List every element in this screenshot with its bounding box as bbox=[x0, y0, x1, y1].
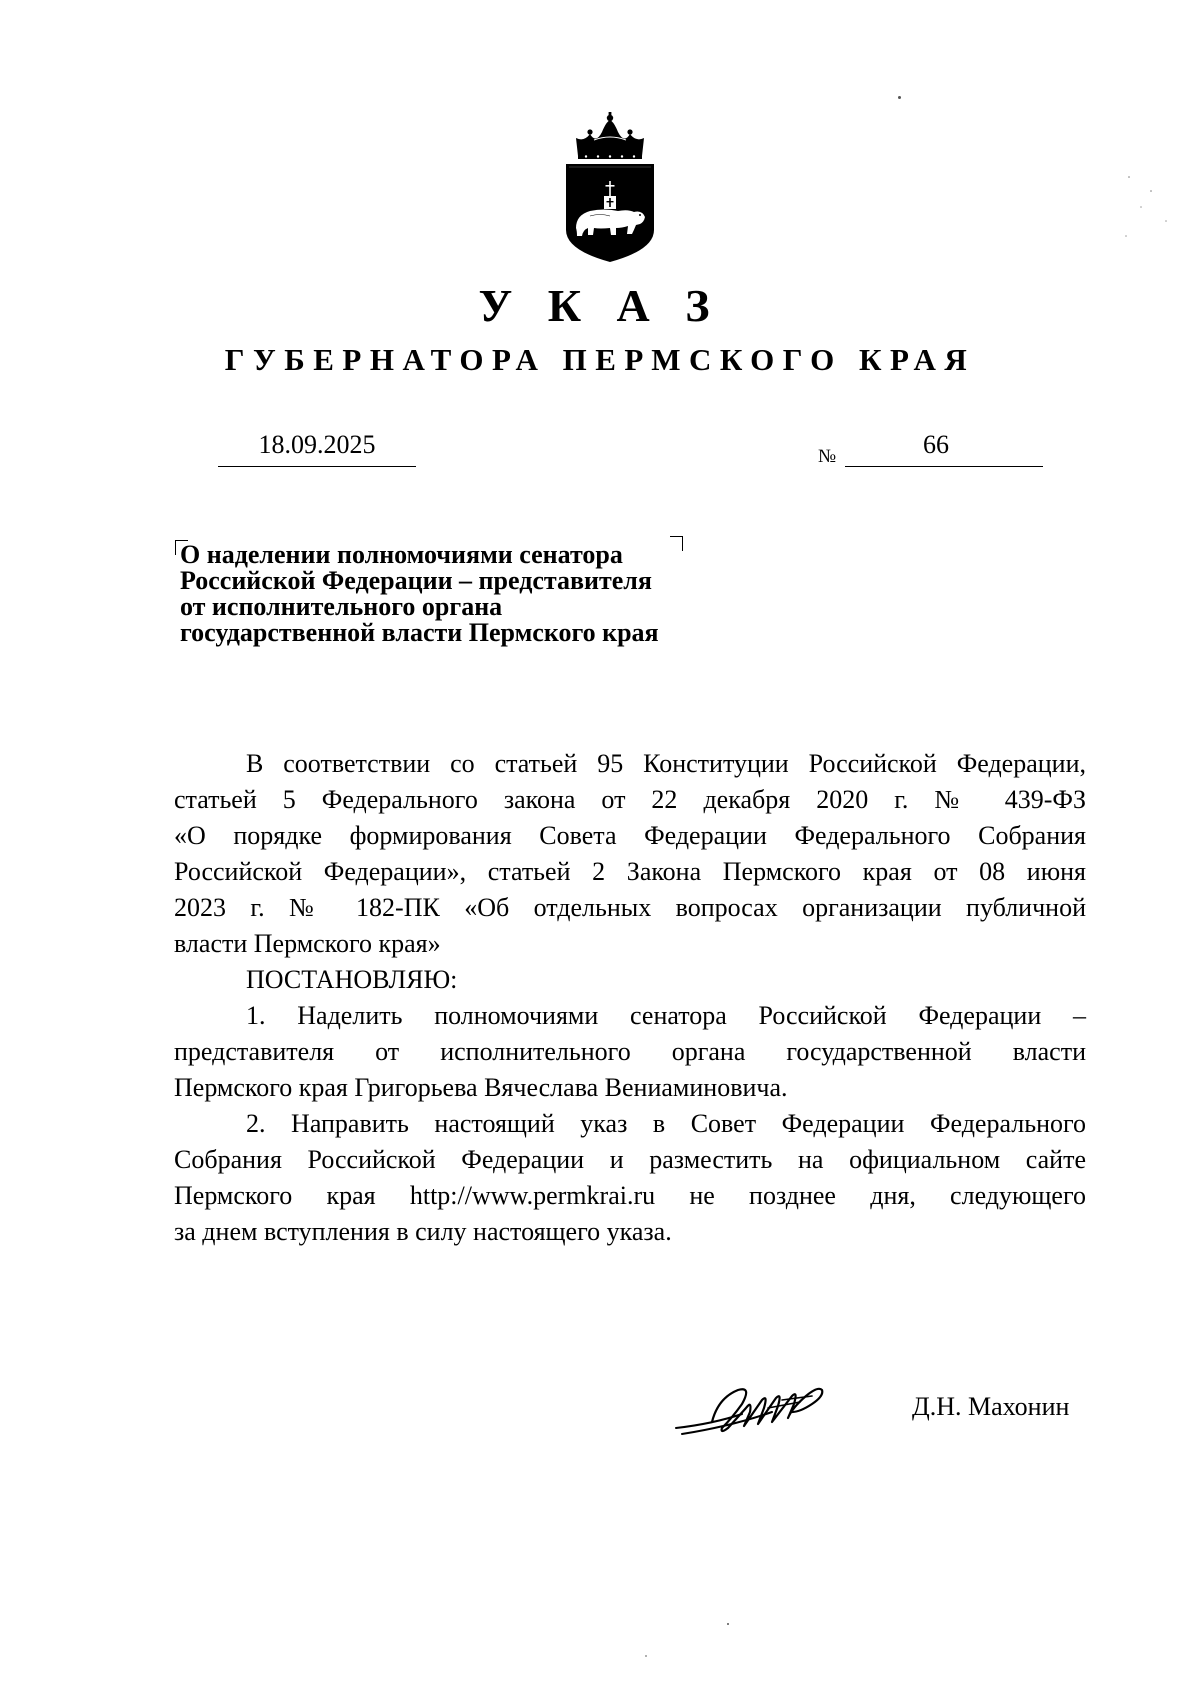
body-line: 2023 г. № 182-ПК «Об отдельных вопросах организации публичной bbox=[174, 893, 1086, 922]
scan-speck bbox=[645, 1655, 647, 1657]
body-line: Собрания Российской Федерации и разместить на официальном сайте bbox=[174, 1145, 1086, 1174]
body-line: 2. Направить настоящий указ в Совет Федерации Федерального bbox=[246, 1109, 1086, 1138]
scan-speck bbox=[1125, 235, 1127, 237]
body-line: Российской Федерации», статьей 2 Закона Пермского края от 08 июня bbox=[174, 857, 1086, 886]
decree-number: 66 bbox=[923, 430, 949, 459]
body-line: Пермского края http://www.permkrai.ru не позднее дня, следующего bbox=[174, 1181, 1086, 1210]
scan-speck bbox=[1128, 176, 1130, 178]
handwritten-signature bbox=[672, 1378, 858, 1448]
decree-date: 18.09.2025 bbox=[258, 430, 376, 459]
decree-body bbox=[174, 746, 1086, 1250]
heading-line: от исполнительного органа bbox=[180, 592, 503, 621]
decree-title: У К А З bbox=[478, 280, 722, 331]
scan-speck bbox=[1165, 220, 1167, 222]
decree-heading bbox=[180, 542, 740, 646]
body-line: статьей 5 Федерального закона от 22 декабря 2020 г. № 439-ФЗ bbox=[174, 785, 1086, 814]
body-line: власти Пермского края» bbox=[174, 929, 441, 958]
scan-speck bbox=[1140, 206, 1142, 208]
body-line: представителя от исполнительного органа государственной власти bbox=[174, 1037, 1086, 1066]
body-line: 1. Наделить полномочиями сенатора Российской Федерации – bbox=[246, 1001, 1086, 1030]
body-line: за днем вступления в силу настоящего указа. bbox=[174, 1217, 672, 1246]
coat-of-arms-emblem bbox=[560, 112, 660, 264]
scan-speck bbox=[1150, 190, 1152, 192]
body-line: В соответствии со статьей 95 Конституции Российской Федерации, bbox=[246, 749, 1086, 778]
number-sign: № bbox=[818, 446, 837, 467]
body-line: «О порядке формирования Совета Федерации Федерального Собрания bbox=[174, 821, 1086, 850]
number-field bbox=[845, 428, 1043, 467]
body-line: Пермского края Григорьева Вячеслава Вениаминовича. bbox=[174, 1073, 788, 1102]
heading-line: государственной власти Пермского края bbox=[180, 618, 659, 647]
resolution-keyword: ПОСТАНОВЛЯЮ: bbox=[246, 965, 458, 994]
scan-speck bbox=[898, 96, 901, 99]
crown-icon bbox=[576, 112, 644, 159]
scan-speck bbox=[727, 1623, 729, 1625]
date-field bbox=[218, 428, 416, 467]
decree-subtitle: ГУБЕРНАТОРА ПЕРМСКОГО КРАЯ bbox=[224, 342, 976, 377]
signer-name: Д.Н. Махонин bbox=[912, 1392, 1070, 1421]
heading-line: О наделении полномочиями сенатора bbox=[180, 540, 623, 569]
heading-line: Российской Федерации – представителя bbox=[180, 566, 652, 595]
